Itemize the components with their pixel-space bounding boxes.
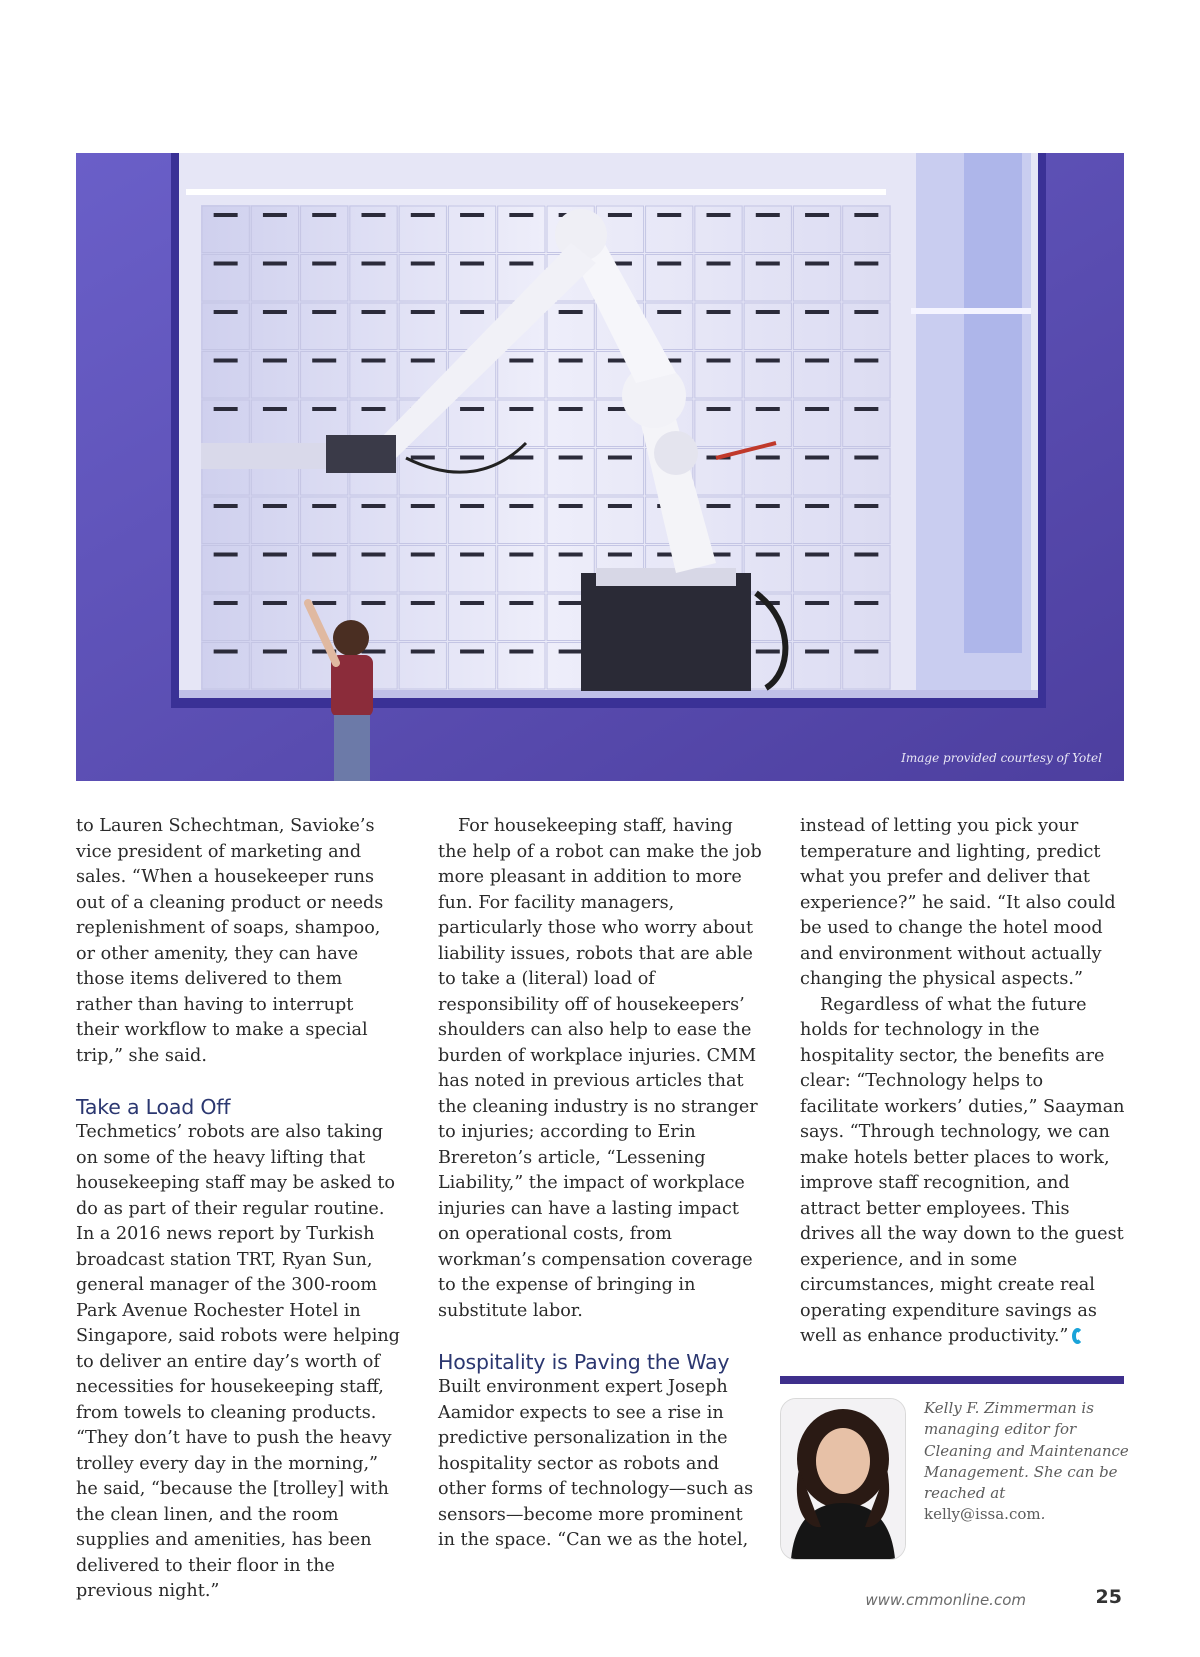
robot-locker-illustration [76, 153, 1124, 781]
paragraph: to Lauren Schechtman, Savioke’s vice president of marketing and sales. “When a housekeeper runs out of a cleaning product or needs replenishment of soaps, shampoo, or other amenity, they can have those items delivered to them rather than having to interrupt their workflow to make a special trip,” she said. [76, 816, 384, 1066]
footer-website[interactable]: www.cmmonline.com [865, 1591, 1026, 1609]
image-credit: Image provided courtesy of Yotel [901, 751, 1102, 765]
paragraph: instead of letting you pick your temperature and lighting, predict what you prefer and deliver that experience?” he said. “It also could be used to change the hotel mood and environment without actually changing the physical aspects.” [800, 816, 1116, 989]
author-bio-end: . [1040, 1505, 1046, 1524]
section-heading-hospitality: Hospitality is Paving the Way [438, 1350, 730, 1374]
author-photo [780, 1398, 906, 1560]
author-bio [924, 1398, 1129, 1526]
article-column-2 [438, 814, 763, 1554]
paragraph-text: Regardless of what the future holds for technology in the hospitality sector, the benefits are clear: “Technology helps to facilitate workers’ duties,” Saayman says. “Through technology, we can make hotels better places to work, improve staff recognition, and attract better employees. This drives all the way down to the guest experience, and in some circumstances, might create real operating expenditure savings as well as enhance productivity.” [800, 994, 1125, 1346]
hero-photo [76, 153, 1124, 781]
article-column-3 [800, 814, 1125, 1350]
paragraph: Built environment expert Joseph Aamidor expects to see a rise in predictive personalization in the hospitality sector as robots and other forms of technology—such as sensors—become more prominent in the space. “Can we as the hotel, [438, 1377, 754, 1550]
paragraph: Techmetics’ robots are also taking on some of the heavy lifting that housekeeping staff may be asked to do as part of their regular routine. In a 2016 news report by Turkish broadcast station TRT, Ryan Sun, general manager of the 300-room Park Avenue Rochester Hotel in Singapore, said robots were helping to deliver an entire day’s worth of necessities for housekeeping staff, from towels to cleaning products. “They don’t have to push the heavy trolley every day in the morning,” he said, “because the [trolley] with the clean linen, and the room supplies and amenities, has been delivered to their floor in the previous night.” [76, 1122, 400, 1601]
article-column-1 [76, 814, 401, 1605]
end-of-article-icon [1072, 1328, 1083, 1344]
author-bio-text: Kelly F. Zimmerman is managing editor for Cleaning and Maintenance Management. She can be reached at [924, 1399, 1129, 1503]
page-number: 25 [1095, 1586, 1122, 1608]
paragraph-closing [800, 993, 1125, 1350]
section-heading-take-a-load-off: Take a Load Off [76, 1095, 231, 1119]
paragraph: For housekeeping staff, having the help of a robot can make the job more pleasant in addition to more fun. For facility managers, particularly those who worry about liability issues, robots that are able to take a (literal) load of responsibility off of housekeepers’ shoulders can also help to ease the burden of workplace injuries. CMM has noted in previous articles that the cleaning industry is no stranger to injuries; according to Erin Brereton’s article, “Lessening Liability,” the impact of workplace injuries can have a lasting impact on operational costs, from workman’s compensation coverage to the expense of bringing in substitute labor. [438, 816, 762, 1321]
author-bio-rule [780, 1376, 1124, 1384]
author-email-link[interactable]: kelly@issa.com [924, 1505, 1041, 1524]
